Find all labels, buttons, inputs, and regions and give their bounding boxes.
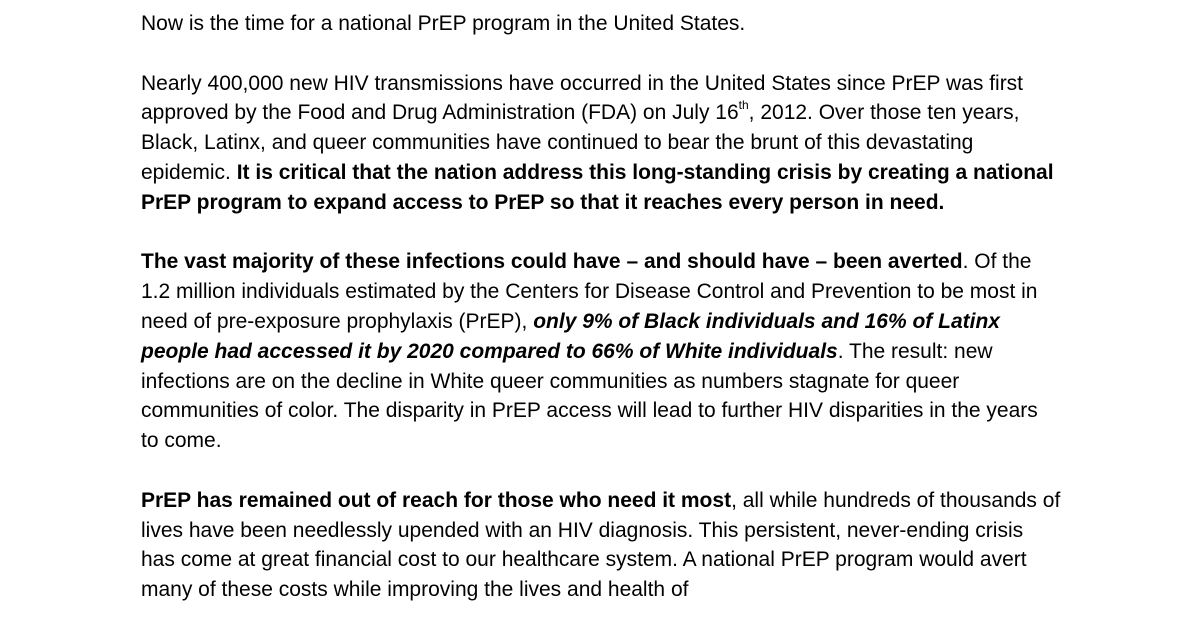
p2-bold-lead: The vast majority of these infections could have – and should have – been averted [141, 250, 963, 274]
paragraph-2 [141, 247, 1061, 456]
intro-line [141, 9, 1061, 39]
p1-bold-statement: It is critical that the nation address this long-standing crisis by creating a national PrEP program to expand access to PrEP so that it reaches every person in need. [141, 160, 1054, 214]
p2-text-2: . The result: new infections are on the decline in White queer communities as numbers stagnate for queer communities of color. The disparity in PrEP access will lead to further HIV disparities in the years to come. [141, 339, 1038, 453]
p1-text-2: , 2012. Over those ten years, Black, Latinx, and queer communities have continued to bear the brunt of this devastating epidemic. [141, 101, 1020, 184]
p3-text-1: , all while hundreds of thousands of lives have been needlessly upended with an HIV diagnosis. This persistent, never-ending crisis has come at great financial cost to our healthcare system. A national PrEP program would avert many of these costs while improving the lives and health of [141, 488, 1061, 602]
p2-text-1: . Of the 1.2 million individuals estimated by the Centers for Disease Control and Prevention to be most in need of pre-exposure prophylaxis (PrEP), [141, 250, 1038, 333]
paragraph-3 [141, 486, 1061, 605]
intro-text: Now is the time for a national PrEP program in the United States. [141, 12, 746, 35]
p2-bold-italic-stat: only 9% of Black individuals and 16% of Latinx people had accessed it by 2020 compared to 66% of White individuals [141, 309, 1000, 363]
p1-text-1: Nearly 400,000 new HIV transmissions have occurred in the United States since PrEP was first approved by the Food and Drug Administration (FDA) on July 16 [141, 71, 1024, 125]
ordinal-suffix: th [738, 98, 749, 113]
p3-bold-lead: PrEP has remained out of reach for those who need it most [141, 488, 732, 512]
document-body [141, 9, 1061, 635]
paragraph-1 [141, 69, 1061, 218]
